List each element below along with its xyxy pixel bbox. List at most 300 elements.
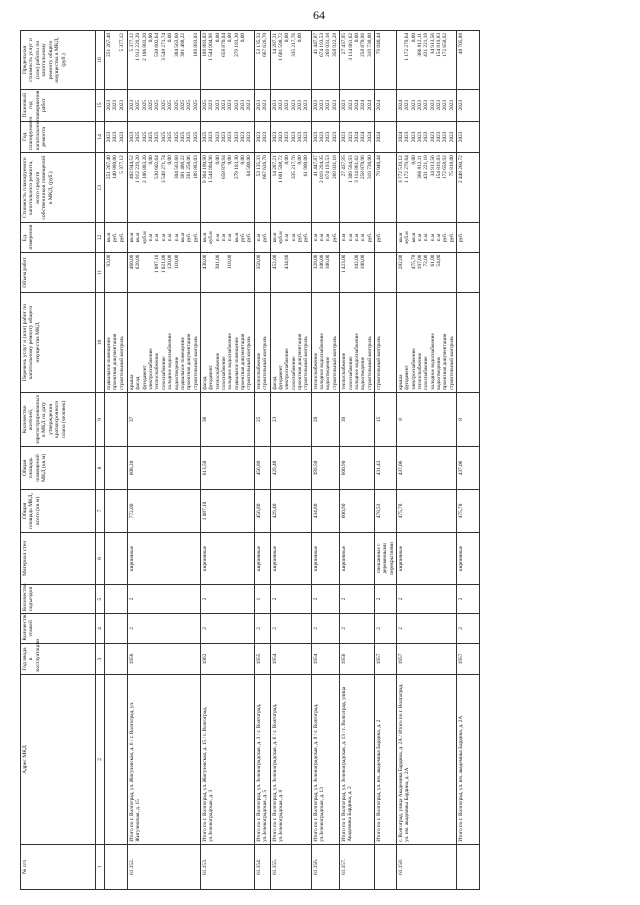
cell-line: 2025 (192, 131, 199, 143)
cell-line: 434,80 (284, 254, 291, 270)
cell-line: 41 447,87 (312, 155, 319, 177)
cell-line: водоотведение (360, 356, 367, 390)
cell-line: 2023 (262, 99, 269, 111)
cell-floors: 2 (311, 614, 339, 643)
cell-line: кв.м (135, 232, 142, 243)
cell-line: 0,00 (410, 33, 417, 43)
cell-line: руб. (240, 232, 247, 243)
cell-area-total: 434,80 (311, 489, 339, 532)
cell-line: 2025 (173, 131, 180, 143)
cell-volume (128, 252, 201, 293)
cell-line (458, 295, 464, 389)
cell-line: 2023 (246, 131, 253, 143)
cell-area-premises: 613,50 (200, 447, 254, 490)
cell-cost (128, 153, 201, 223)
cell-line: 2025 (135, 131, 142, 143)
cell-line: 2023 (436, 99, 443, 111)
table-row (374, 31, 396, 890)
cell-end-year (311, 89, 339, 121)
cell-line: 251 267,40 (106, 33, 112, 57)
cell-line: 0,00 (148, 33, 155, 43)
cell-line: крыша (397, 374, 404, 390)
cell-floors: 2 (457, 614, 480, 643)
column-number: 2 (96, 675, 105, 845)
cell-line: 319 738,00 (366, 33, 373, 57)
cell-line: 0,00 (240, 155, 247, 165)
cell-line: руб. (442, 232, 449, 243)
cell-line (303, 255, 309, 291)
cell-line (332, 255, 338, 291)
cell-line: проектная документация (112, 333, 119, 390)
cell-line: теплоснабжение (417, 352, 424, 390)
cell-line: куб.м (141, 231, 148, 244)
cell-line: 350,00 (255, 254, 262, 270)
cell-line: 61,00 (429, 254, 436, 267)
cell-cost (311, 153, 339, 223)
cell-line: 335 217,76 (290, 33, 297, 57)
cell-line: 358 922,28 (331, 33, 338, 57)
cell-line: п.м (417, 233, 424, 242)
cell-line: 102,00 (353, 254, 360, 270)
cell-plan-year (340, 121, 375, 153)
cell-line: 75 818,00 (448, 155, 455, 177)
cell-line: п.м (214, 233, 221, 242)
cell-line: 2023 (429, 99, 436, 111)
cell-floors: 2 (128, 614, 201, 643)
cell-line: водоотведение (436, 356, 443, 390)
cell-limit (396, 31, 456, 90)
cell-year: 1954 (270, 643, 311, 675)
cell-line (303, 33, 309, 87)
cell-line: 154 819,83 (436, 155, 443, 180)
cell-line: 2024 (353, 99, 360, 111)
cell-address: Итого по г. Волгоград, ул. Зеленоградская, д. 8 / г. Волгоград, ул.Зеленоградская, д. 13 (311, 675, 339, 845)
cell-line: строительный контроль (448, 336, 455, 390)
cell-line: 674 193,53 (325, 155, 332, 180)
cell-line: 2023 (227, 99, 234, 111)
cell-line: 452,00 (271, 254, 278, 270)
cell-line (193, 255, 199, 291)
cell-line: 2023 (448, 99, 455, 111)
cell-line: 3 114 861,62 (347, 33, 354, 61)
cell-line: проектная документация (240, 333, 247, 390)
cell-line: 2025 (154, 99, 161, 111)
cell-line: 0,00 (148, 155, 155, 165)
cell-line: п.м (148, 233, 155, 242)
cell-line: руб. (458, 232, 465, 243)
cell-area-total: 429,40 (270, 489, 311, 532)
cell-no: 61.155. (270, 844, 311, 889)
cell-line: 154 819,83 (436, 33, 443, 57)
cell-line: теплоснабжение (154, 352, 161, 390)
cell-cost (254, 153, 270, 223)
cell-line (458, 255, 464, 291)
cell-line: 2023 (423, 131, 430, 143)
cell-volume (270, 252, 311, 293)
cell-line: холодное водоснабжение (429, 333, 436, 390)
cell-line: п.м (173, 233, 180, 242)
cell-line: 2023 (429, 131, 436, 143)
cell-line: проектная документация (296, 333, 303, 390)
cell-line: 667 626,70 (262, 155, 269, 180)
cell-end-year (396, 89, 456, 121)
cell-works (254, 293, 270, 392)
cell-wall: кирпичные (340, 532, 375, 584)
cell-line: 1 021,00 (160, 254, 167, 274)
cell-limit (457, 31, 480, 90)
cell-no: 61.153. (200, 844, 254, 889)
cell-line: 5 377,12 (129, 33, 135, 52)
cell-address: Итого по г. Волгоград, ул. Зеленоградская, д. 13 / г. Волгоград, улица Академика Бардина, д. 2 (340, 675, 375, 845)
table-row (311, 31, 339, 890)
cell-unit (105, 223, 128, 252)
cell-wall: кирпичные (311, 532, 339, 584)
cell-line (449, 33, 455, 87)
cell-line: п.м (167, 233, 174, 242)
cell-line: кв.м (179, 232, 186, 243)
cell-line: 381 488,22 (179, 155, 186, 180)
cell-line: 2023 (312, 99, 319, 111)
cell-line: 2023 (312, 131, 319, 143)
cell-line: 2023 (214, 99, 221, 111)
cell-line: 2023 (208, 99, 215, 111)
cell-line: 658 870,94 (221, 155, 228, 180)
column-number: 14 (96, 121, 105, 153)
cell-line: 2023 (442, 131, 449, 143)
cell-line: п.м (221, 233, 228, 242)
cell-floors: 2 (374, 614, 396, 643)
cell-line: строительный контроль (375, 336, 382, 390)
cell-area-total: 1 087,10 (200, 489, 254, 532)
cell-line: 0,00 (167, 155, 174, 165)
cell-line: 1 172 279,64 (404, 33, 411, 61)
cell-residents: 8 (457, 392, 480, 446)
cell-line: 2025 (141, 99, 148, 111)
cell-line: 3 772 519,12 (397, 155, 404, 183)
cell-limit (105, 31, 128, 90)
cell-line: водоотведение (325, 356, 332, 390)
cell-line: холодное водоснабжение (319, 333, 326, 390)
cell-line: 64 500,00 (246, 155, 253, 177)
cell-line: электроснабжение (148, 348, 155, 390)
cell-line: 2023 (284, 99, 291, 111)
cell-line: 106,00 (319, 254, 326, 270)
cell-line: 27 437,95 (341, 33, 348, 55)
cell-line: 5 377,12 (118, 155, 125, 174)
cell-line: 328,00 (312, 254, 319, 270)
table-row (105, 31, 128, 890)
column-number: 9 (96, 392, 105, 446)
cell-line: кв.м (233, 232, 240, 243)
cell-volume (200, 252, 254, 293)
cell-line: 172 658,92 (442, 33, 449, 57)
table-row (270, 31, 311, 890)
cell-line: 2025 (148, 131, 155, 143)
cell-line: 2023 (255, 131, 262, 143)
cell-line: 530 602,64 (154, 155, 161, 180)
cell-address: Итого по г. Волгоград, ул. Жигулевская, д. 15 / г. Волгоград, ул.Зеленоградская, д. 3 (200, 675, 254, 845)
cell-line: 258 870,96 (360, 33, 367, 57)
column-number: 12 (96, 223, 105, 252)
cell-line: 2023 (331, 99, 338, 111)
cell-cost (396, 153, 456, 223)
cell-line: п.м (347, 233, 354, 242)
cell-line: холодное водоснабжение (353, 333, 360, 390)
cell-entrances: 2 (128, 584, 201, 613)
cell-line: 269 031,18 (331, 155, 338, 180)
cell-volume (340, 252, 375, 293)
cell-line: проектная документация (186, 333, 193, 390)
cell-line: фундамент (208, 365, 215, 390)
column-number: 6 (96, 532, 105, 584)
cell-line: п.м (341, 233, 348, 242)
cell-line: фундамент (141, 365, 148, 390)
cell-line: 2023 (277, 99, 284, 111)
cell-line: 2023 (118, 99, 125, 111)
cell-line: 197,00 (417, 254, 424, 270)
cell-line: кв.м (271, 232, 278, 243)
cell-line: фундамент (404, 365, 411, 390)
cell-line: 2023 (296, 131, 303, 143)
cell-line: 1 309 594,93 (347, 155, 354, 183)
cell-area-total: 456,80 (254, 489, 270, 532)
cell-line: 2023 (106, 99, 112, 111)
table-row (396, 31, 456, 890)
cell-area-premises (105, 447, 128, 490)
cell-line: 0,00 (227, 155, 234, 165)
cell-no: 61.156. (311, 844, 339, 889)
cell-line: строительный контроль (303, 336, 310, 390)
cell-line: 2024 (397, 131, 404, 143)
column-number: 3 (96, 643, 105, 675)
column-header: Адрес МКД (21, 675, 96, 845)
cell-line: руб. (112, 232, 119, 243)
cell-line: п.м (325, 233, 332, 242)
cell-line: 0,00 (214, 33, 221, 43)
column-number: 15 (96, 89, 105, 121)
cell-line: 5 377,12 (118, 33, 125, 52)
cell-entrances: 2 (396, 584, 456, 613)
cell-wall (105, 532, 128, 584)
cell-line: 1 172 279,64 (404, 155, 411, 183)
cell-residents: 39 (340, 392, 375, 446)
cell-line: 2025 (167, 99, 174, 111)
cell-line: 14 287,21 (271, 155, 278, 177)
cell-line: 2023 (423, 99, 430, 111)
cell-line: 53 135,33 (255, 155, 262, 177)
cell-line: 1 087,10 (154, 254, 161, 274)
cell-line: холодное водоснабжение (227, 333, 234, 390)
cell-line: 2025 (179, 131, 186, 143)
table-row (200, 31, 254, 890)
cell-line: газоснабжение (160, 356, 167, 390)
cell-wall: кирпичные (457, 532, 480, 584)
cell-line: 304 563,60 (173, 33, 180, 57)
cell-line: 658 870,94 (221, 33, 228, 57)
cell-line: 258 870,96 (360, 155, 367, 180)
cell-residents: 15 (374, 392, 396, 446)
cell-cost (200, 153, 254, 223)
cell-line: 2023 (271, 99, 278, 111)
cell-line (449, 255, 455, 291)
cell-line: 319 738,00 (366, 155, 373, 180)
cell-works (457, 293, 480, 392)
cell-volume (105, 252, 128, 293)
cell-plan-year (105, 121, 128, 153)
cell-line: газоснабжение (347, 356, 354, 390)
cell-line: 2024 (353, 131, 360, 143)
cell-wall: кирпичные (396, 532, 456, 584)
cell-line: 189 883,03 (192, 33, 199, 57)
cell-no (105, 844, 128, 889)
cell-plan-year (270, 121, 311, 153)
cell-line: 2023 (227, 131, 234, 143)
cell-line: куб.м (277, 231, 284, 244)
cell-end-year (374, 89, 396, 121)
cell-line: кв.м (106, 232, 112, 243)
cell-line: газоснабжение (423, 356, 430, 390)
cell-line: 2023 (458, 131, 465, 143)
cell-line: 2023 (404, 131, 411, 143)
cell-line: 2023 (319, 99, 326, 111)
cell-works (340, 293, 375, 392)
cell-line: 366 812,11 (417, 155, 424, 179)
cell-wall: кирпичные (254, 532, 270, 584)
cell-volume (396, 252, 456, 293)
cell-works (128, 293, 201, 392)
cell-line: 2023 (448, 131, 455, 143)
cell-floors: 2 (396, 614, 456, 643)
cell-line: 2023 (233, 99, 240, 111)
cell-line (376, 255, 382, 291)
cell-year: 1957 (396, 643, 456, 675)
cell-line: п.м (312, 233, 319, 242)
cell-line: теплоснабжение (255, 352, 262, 390)
cell-line: 2025 (167, 131, 174, 143)
cell-works (105, 293, 128, 392)
cell-plan-year (374, 121, 396, 153)
cell-no (457, 844, 480, 889)
cell-line: 2025 (186, 131, 193, 143)
cell-line: 279 183,30 (233, 155, 240, 180)
cell-line: 0,00 (284, 155, 291, 165)
cell-line: 2023 (436, 131, 443, 143)
cell-line: п.м (429, 233, 436, 242)
cell-line: 2023 (290, 131, 297, 143)
cell-residents: 36 (200, 392, 254, 446)
cell-line: 61 900,00 (303, 155, 310, 177)
cell-line: 79 040,44 (375, 33, 382, 55)
table-row (128, 31, 201, 890)
cell-cost (105, 153, 128, 223)
cell-line: строительный контроль (246, 336, 253, 390)
cell-unit (311, 223, 339, 252)
cell-line: 1 601 598,72 (277, 155, 284, 183)
cell-line: 2023 (417, 99, 424, 111)
cell-cost (374, 153, 396, 223)
cell-line: 2025 (192, 99, 199, 111)
cell-line: подвальное помещение (106, 337, 112, 390)
cell-line: 2025 (173, 99, 180, 111)
cell-residents: 8 (396, 392, 456, 446)
cell-line: водоотведение (173, 356, 180, 390)
cell-end-year (128, 89, 201, 121)
cell-line (262, 255, 268, 291)
cell-line: п.м (436, 233, 443, 242)
cell-no: 61.154. (254, 844, 270, 889)
cell-line: газоснабжение (221, 356, 228, 390)
cell-line: 110,00 (227, 254, 234, 269)
cell-entrances: 2 (374, 584, 396, 613)
cell-works (374, 293, 396, 392)
cell-line: 1 912 229,20 (135, 155, 142, 183)
cell-line: куб.м (404, 231, 411, 244)
cell-line: 0,00 (214, 155, 221, 165)
cell-line: 9 364 180,90 (201, 155, 208, 183)
cell-limit (311, 31, 339, 90)
table-body (105, 31, 480, 890)
cell-area-premises: 437,06 (396, 447, 456, 490)
cell-line: руб. (375, 232, 382, 243)
cell-line: 2023 (284, 131, 291, 143)
cell-line: строительный контроль (262, 336, 269, 390)
cell-line: 2025 (154, 131, 161, 143)
cell-year: 1957 (374, 643, 396, 675)
cell-line: руб. (246, 232, 253, 243)
cell-line: строительный контроль (118, 336, 125, 390)
cell-area-total: 478,53 (374, 489, 396, 532)
cell-line: 304 563,60 (173, 155, 180, 180)
cell-area-total: 475,78 (457, 489, 480, 532)
cell-line: 2025 (141, 131, 148, 143)
cell-residents: 25 (254, 392, 270, 446)
cell-residents: 37 (128, 392, 201, 446)
cell-unit (254, 223, 270, 252)
cell-line: теплоснабжение (341, 352, 348, 390)
cell-line: 27 437,95 (341, 155, 348, 177)
cell-unit (340, 223, 375, 252)
cell-line: 34 913,56 (429, 33, 436, 55)
cell-line: 2023 (233, 131, 240, 143)
cell-line: подвальное помещение (179, 337, 186, 390)
cell-line: подвальное помещение (233, 337, 240, 390)
cell-area-total: 475,78 (396, 489, 456, 532)
cell-residents (105, 392, 128, 446)
cell-line: 2023 (271, 131, 278, 143)
cell-line: 0,00 (296, 155, 303, 165)
cell-wall: кирпичные (200, 532, 254, 584)
cell-line: п.м (319, 233, 326, 242)
cell-line: п.м (423, 233, 430, 242)
cell-line: п.м (353, 233, 360, 242)
cell-line: 475,78 (410, 254, 417, 270)
cell-line: п.м (284, 233, 291, 242)
cell-line: 2023 (106, 131, 112, 143)
cell-line: 189 883,03 (192, 155, 199, 180)
cell-area-premises: 456,80 (254, 447, 270, 490)
column-header: Предельная стоимость услуг и (или) работы по капитальному ремонту общего имущества в МКД, (руб.) (21, 31, 96, 90)
cell-line: 2023 (290, 99, 297, 111)
cell-wall: кирпичные (270, 532, 311, 584)
cell-entrances: 1 (254, 584, 270, 613)
cell-line: 120,00 (167, 254, 174, 270)
cell-line: руб. (186, 232, 193, 243)
cell-cost (340, 153, 375, 223)
cell-address: Итого по г. Волгоград, ул. им. академика Бардина, д. 2 (374, 675, 396, 845)
cell-line: 2 106 883,20 (141, 33, 148, 61)
cell-entrances (105, 584, 128, 613)
column-number: 4 (96, 614, 105, 643)
